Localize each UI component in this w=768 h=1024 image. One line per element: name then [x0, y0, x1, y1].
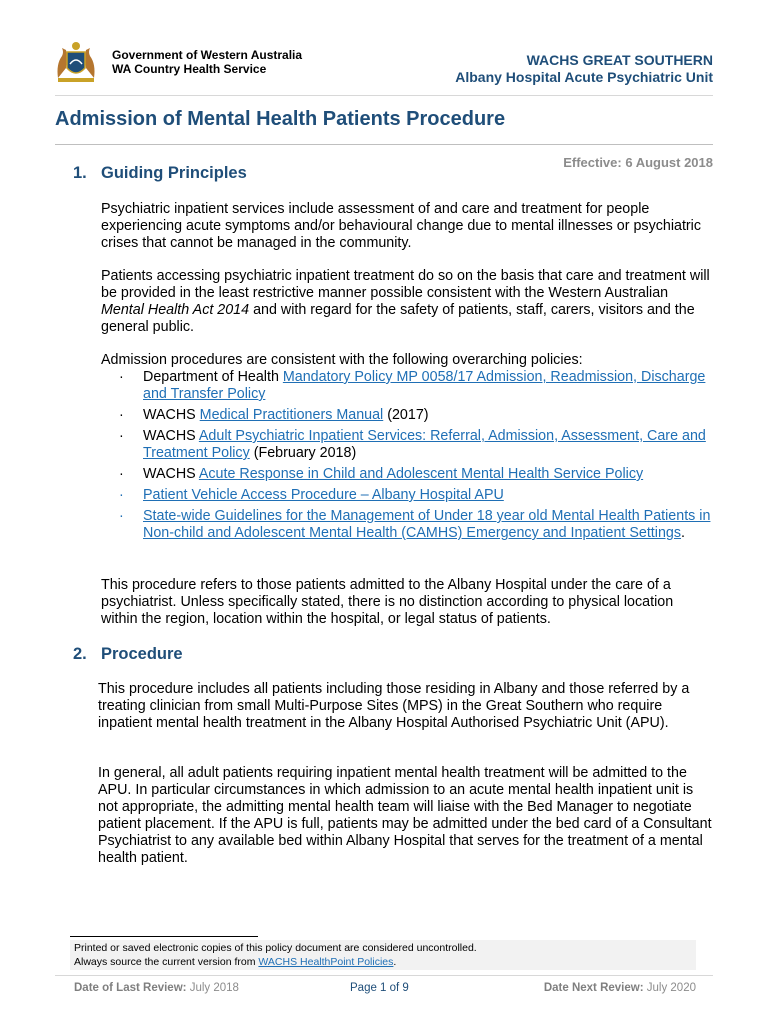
list-item	[101, 508, 713, 542]
bullet: ·	[119, 508, 124, 524]
section1-paragraph1: Psychiatric inpatient services include assessment of and care and treatment for people experiencing acute symptoms and/or behavioural change due to mental illnesses or psychiatric crises that cannot be managed in the community.	[101, 201, 702, 251]
policy-link-adult-psychiatric[interactable]: Adult Psychiatric Inpatient Services: Referral, Admission, Assessment, Care and Treatment Policy	[143, 428, 706, 461]
last-review	[74, 982, 239, 994]
paragraph2-text-b: and with regard for the safety of patients, staff, carers, visitors and the general public.	[101, 302, 695, 335]
coat-of-arms-icon	[50, 38, 102, 86]
footnote-text: Always source the current version from	[74, 956, 259, 968]
section2-paragraph1: This procedure includes all patients including those residing in Albany and those referred by a treating clinician from small Multi-Purpose Sites (MPS) in the Great Southern who require inpatient mental health treatment in the Albany Hospital Authorised Psychiatric Unit (APU).	[98, 681, 690, 731]
item-suffix: .	[681, 525, 685, 541]
page-title: Admission of Mental Health Patients Procedure	[55, 108, 506, 130]
title-divider	[55, 144, 713, 145]
section1-heading	[73, 164, 247, 183]
footnote-period: .	[393, 956, 397, 968]
policy-link-statewide-guidelines[interactable]: State-wide Guidelines for the Management of Under 18 year old Mental Health Patients in Non-child and Adolescent Mental Health (CAMHS) Emergency and Inpatient Settings	[143, 508, 711, 541]
section1-number: 1.	[73, 164, 87, 182]
list-item	[101, 369, 713, 403]
bullet: ·	[119, 428, 124, 444]
list-item	[101, 428, 713, 462]
policy-link-medical-manual[interactable]: Medical Practitioners Manual	[199, 407, 384, 423]
mental-health-act-title: Mental Health Act 2014	[101, 302, 250, 318]
section2-heading	[73, 645, 183, 664]
gov-line2: WA Country Health Service	[112, 62, 267, 76]
page-number: Page 1 of 9	[350, 982, 409, 994]
header-divider	[55, 95, 713, 96]
bullet: ·	[119, 466, 124, 482]
next-review	[544, 982, 696, 994]
list-item	[101, 487, 713, 504]
section1-paragraph2	[101, 268, 713, 336]
footnote-line1: Printed or saved electronic copies of this policy document are considered uncontrolled.	[74, 942, 477, 954]
healthpoint-policies-link[interactable]: WACHS HealthPoint Policies	[258, 956, 394, 968]
effective-date: Effective: 6 August 2018	[563, 155, 713, 170]
item-prefix: Department of Health	[143, 369, 283, 385]
next-review-value: July 2020	[646, 982, 696, 994]
item-prefix: WACHS	[143, 428, 199, 444]
unit-name: Albany Hospital Acute Psychiatric Unit	[455, 69, 713, 85]
next-review-label: Date Next Review:	[543, 982, 644, 994]
item-prefix: WACHS	[143, 407, 200, 423]
policy-link-camhs-acute[interactable]: Acute Response in Child and Adolescent Mental Health Service Policy	[198, 466, 644, 482]
section2-number: 2.	[73, 645, 87, 663]
region-name: WACHS GREAT SOUTHERN	[526, 52, 713, 68]
policy-link-mp0058[interactable]: Mandatory Policy MP 0058/17 Admission, Readmission, Discharge and Transfer Policy	[143, 369, 706, 402]
policy-link-vehicle-access[interactable]: Patient Vehicle Access Procedure – Albany Hospital APU	[143, 487, 504, 503]
item-suffix: (2017)	[383, 407, 429, 423]
section1-paragraph4: This procedure refers to those patients admitted to the Albany Hospital under the care of a psychiatrist. Unless specifically stated, there is no distinction according to physical location within the region, location within the hospital, or legal status of patients.	[101, 577, 674, 627]
bullet: ·	[119, 487, 124, 503]
wa-government-logo	[50, 38, 315, 86]
last-review-value: July 2018	[189, 982, 239, 994]
section2-title: Procedure	[101, 645, 183, 663]
gov-line1: Government of Western Australia	[112, 48, 303, 62]
header-right	[455, 52, 713, 86]
bullet: ·	[119, 407, 124, 423]
footnote	[70, 940, 696, 970]
list-item	[101, 407, 713, 424]
section2-paragraph2: In general, all adult patients requiring inpatient mental health treatment will be admitted to the APU. In particular circumstances in which admission to an acute mental health inpatient unit is not appropriate, the admitting mental health team will liaise with the Bed Manager to negotiate patient placement. If the APU is full, patients may be admitted under the bed card of a Consultant Psychiatrist to any available bed within Albany Hospital that serves for the treatment of a mental health patient.	[98, 765, 712, 866]
list-item	[101, 466, 713, 483]
bullet: ·	[119, 369, 124, 385]
policy-list	[101, 369, 713, 546]
footnote-line2	[74, 955, 692, 969]
footer-divider	[55, 975, 713, 976]
item-prefix: WACHS	[143, 466, 199, 482]
section1-paragraph3: Admission procedures are consistent with the following overarching policies:	[101, 352, 583, 368]
paragraph2-text-a: Patients accessing psychiatric inpatient treatment do so on the basis that care and treatment will be provided in the least restrictive manner possible consistent with the Western Australian	[101, 268, 710, 301]
section1-title: Guiding Principles	[101, 164, 247, 182]
item-suffix: (February 2018)	[249, 445, 357, 461]
last-review-label: Date of Last Review:	[74, 982, 187, 994]
footnote-divider	[70, 936, 258, 937]
